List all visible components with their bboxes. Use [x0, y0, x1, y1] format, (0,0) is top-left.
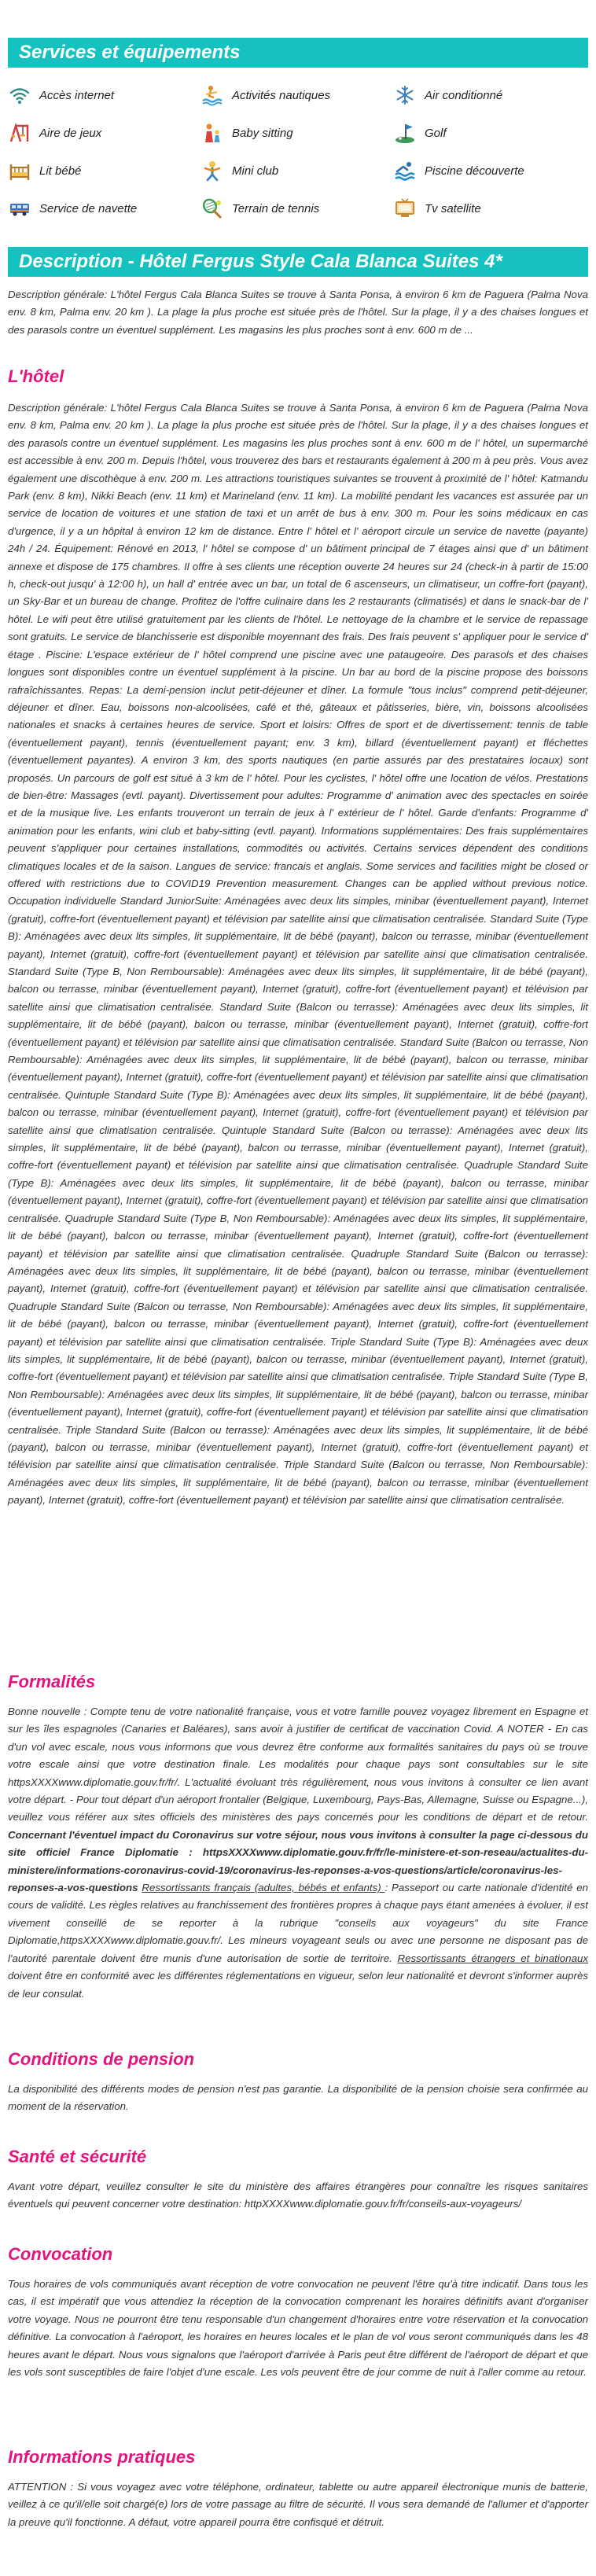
convocation-heading: Convocation [8, 2244, 113, 2264]
formalites-foreign-rules: doivent être en conformité avec les différentes réglementations en vigueur, selon leur nationalité et devront s'informer auprès de leur consulat. [8, 1970, 588, 2000]
service-label: Aire de jeux [39, 126, 102, 140]
service-label: Lit bébé [39, 164, 82, 178]
service-label: Piscine découverte [425, 164, 524, 178]
service-label: Golf [425, 126, 447, 140]
formalites-covid-notice: Concernant l'éventuel impact du Coronavirus sur votre séjour, nous vous invitons à consulter la page ci-dessous du site officiel France Diplomatie : httpsXXXXwww.diplomatie.gouv.fr/fr/le-ministere-et-son-reseau/actualites-du-ministere/informations-coronavirus-covid-19/coronavirus-les-reponses-a-vos-questions/article/coronavirus-les-reponses-a-vos-questions [8, 1828, 588, 1894]
service-label: Tv satellite [425, 201, 481, 215]
baby-sitting-icon [201, 121, 224, 145]
service-item-internet [8, 82, 201, 109]
service-label: Service de navette [39, 201, 138, 215]
formalites-heading: Formalités [8, 1672, 96, 1691]
formalites-foreign-nationals: Ressortissants étrangers et binationaux [397, 1952, 589, 1964]
service-item-babysitting [201, 120, 393, 146]
snowflake-icon [393, 83, 417, 107]
pratiques-heading: Informations pratiques [8, 2447, 196, 2467]
pension-text: La disponibilité des différents modes de pension n'est pas garantie. La disponibilité de la pension choisie sera confirmée au moment de la réservation. [8, 2083, 588, 2113]
service-item-aircon [393, 82, 588, 109]
formalites-documents: : Passeport ou carte nationale d'identité en cours de validité. Les règles relatives au franchissement des frontières propres à chaque pays étant amenées à évoluer, il est vivement conseillé de se reporter à la rubrique "conseils aux voyageurs" du site France Diplomatie,httpsXXXXwww.diplomatie.gouv.fr/. Les mineurs voyageant seuls ou avec une personne ne disposant pas de l'autorité parentale doivent être munis d'une autorisation de sortie de territoire. [8, 1882, 588, 1964]
crib-icon [8, 159, 31, 182]
tennis-icon [201, 197, 224, 220]
service-item-nautical [201, 82, 393, 109]
service-item-pool [393, 157, 588, 184]
page [0, 38, 596, 2528]
services-header: Services et équipements [8, 38, 588, 68]
formalites-french-nationals: Ressortissants français (adultes, bébés et enfants) [142, 1882, 385, 1894]
shuttle-icon [8, 197, 31, 220]
wifi-icon [8, 83, 31, 107]
services-grid [8, 68, 588, 215]
service-label: Activités nautiques [232, 88, 331, 102]
service-label: Mini club [232, 164, 279, 178]
service-item-miniclub [201, 157, 393, 184]
service-item-tv [393, 195, 588, 222]
mini-club-icon [201, 159, 224, 182]
convocation-text: Tous horaires de vols communiqués avant réception de votre convocation ne peuvent l'être qu'à titre indicatif. Dans tous les cas, il est impératif que vous attendiez la réception de la convocation comprenant les horaires définitifs avant d'organiser votre voyage. Nous ne pourront être tenu responsable d'un changement d'horaires entre votre réservation et la convocation définitive. La convocation à l'aéroport, les horaires en heures locales et le plan de vol vous seront communiqués dans les 48 heures avant le départ. Nous vous signalons que l'aéroport d'arrivée à Paris peut être différent de l'aéroport de départ et que les vols sont susceptibles de faire l'objet d'une escale. Les vols peuvent être de jour comme de nuit à l'aller comme au retour. [8, 2278, 588, 2379]
description-intro: Description générale: L'hôtel Fergus Cala Blanca Suites se trouve à Santa Ponsa, à environ 6 km de Paguera (Palma Nova env. 8 km, Palma env. 20 km ). La plage la plus proche est située près de l'hôtel. Sur la plage, il y a des chaises longues et des parasols contre un éventuel supplément. Les magasins les plus proches sont à env. 600 m de ... [8, 289, 588, 336]
service-item-golf [393, 120, 588, 146]
service-item-shuttle [8, 195, 201, 222]
pool-icon [393, 159, 417, 182]
service-item-crib [8, 157, 201, 184]
service-item-tennis [201, 195, 393, 222]
tv-icon [393, 197, 417, 220]
hotel-description: Description générale: L'hôtel Fergus Cala Blanca Suites se trouve à Santa Ponsa, à environ 6 km de Paguera (Palma Nova env. 8 km, Palma env. 20 km ). La plage la plus proche est située près de l'hôtel. Sur la plage, il y a des chaises longues et des parasols contre un éventuel supplément. Les magasins les plus proches sont à env. 600 m de l' hôtel, un supermarché est accessible à env. 200 m. Depuis l'hôtel, vous trouverez des bars et restaurants également à 200 m à peu près. Vous avez également une discothèque à env. 200 m. Les attractions touristiques suivantes se trouvent à proximité de l' hôtel: Katmandu Park (env. 8 km), Nikki Beach (env. 11 km) et Marineland (env. 11 km). La mobilité pendant les vacances est assurée par un service de location de voitures et une station de taxi et un arrêt de bus à env. 300 m. Pour les soins médicaux en cas d'urgence, il y a un hôpital à environ 12 km de distance. Entre l' hôtel et l' aéroport circule un service de navette (payante) 24h / 24. Équipement: Rénové en 2013, l' hôtel se compose d' un bâtiment principal de 7 étages ainsi que d' un bâtiment annexe et dispose de 175 chambres. Il offre à ses clients une réception ouverte 24 heures sur 24 (check-in à partir de 15:00 h, check-out jusqu' à 12:00 h), un hall d' entrée avec un bar, un total de 6 ascenseurs, un climatiseur, un coffre-fort (payant), un Sky-Bar et un bureau de change. Profitez de l'offre culinaire dans les 2 restaurants (climatisés) et dans le snack-bar de l' hôtel. Le wifi peut être utilisé gratuitement par les clients de l'hôtel. Le nettoyage de la chambre et le service de repassage sont gratuits. Le service de blanchisserie est disponible moyennant des frais. Des frais peuvent s' appliquer pour le service d' étage . Piscine: L'espace extérieur de l' hôtel comprend une piscine avec une pataugeoire. Des parasols et des chaises longues sont disponibles contre un éventuel supplément à la piscine. Un bar au bord de la piscine propose des boissons rafraîchissantes. Repas: La demi-pension inclut petit-déjeuner et dîner. La formule "tous inclus" comprend petit-déjeuner, déjeuner et dîner. Eau, boissons non-alcoolisées, café et thé, gâteaux et pâtisseries, bière, vin, boissons alcoolisées nationales et snacks à certaines heures de service. Sport et loisirs: Offres de sport et de divertissement: tennis de table (éventuellement payant), tennis (éventuellement payant; env. 3 km), billard (éventuellement payant) et fléchettes (éventuellement payantes). A environ 3 km, des sports nautiques (en partie assurés par des prestataires locaux) sont proposés. Un parcours de golf est situé à 3 km de l' hôtel. Pour les cyclistes, l' hôtel offre une location de vélos. Prestations de bien-être: Massages (evtl. payant). Divertissement pour adultes: Programme d' animation avec des spectacles en soirée et de la musique live. Les enfants trouveront un terrain de jeux à l' extérieur de l' hôtel. Garde d'enfants: Programme d' animation pour les enfants, wini club et baby-sitting (evtl. payant). Informations supplémentaires: Des frais supplémentaires peuvent s'appliquer pour certaines installations, commodités ou activités. Certains services dépendent des conditions climatiques locales et de la saison. Langues de service: francais et anglais. Some services and facilities might be closed or offered with restrictions due to COVID19 Prevention measurement. Changes can be applied without previous notice. Occupation individuelle Standard JuniorSuite: Aménagées avec deux lits simples, minibar (éventuellement payant), Internet (gratuit), coffre-fort (éventuellement payant) et télévision par satellite ainsi que climatisation centralisée. Standard Suite (Type B): Aménagées avec deux lits simples, lit supplémentaire, lit de bébé (payant), balcon ou terrasse, minibar (éventuellement payant), Internet (gratuit), coffre-fort (éventuellement payant) et télévision par satellite ainsi que climatisation centralisée. Standard Suite (Type B, Non Remboursable): Aménagées avec deux lits simples, lit supplémentaire, lit de bébé (payant), balcon ou terrasse, minibar (éventuellement payant), Internet (gratuit), coffre-fort (éventuellement payant) et télévision par satellite ainsi que climatisation centralisée. Standard Suite (Balcon ou terrasse): Aménagées avec deux lits simples, lit supplémentaire, lit de bébé (payant), balcon ou terrasse, minibar (éventuellement payant), Internet (gratuit), coffre-fort (éventuellement payant) et télévision par satellite ainsi que climatisation centralisée. Standard Suite (Balcon ou terrasse, Non Remboursable): Aménagées avec deux lits simples, lit supplémentaire, lit de bébé (payant), balcon ou terrasse, minibar (éventuellement payant), Internet (gratuit), coffre-fort (éventuellement payant) et télévision par satellite ainsi que climatisation centralisée. Quintuple Standard Suite (Type B): Aménagées avec deux lits simples, lit supplémentaire, lit de bébé (payant), balcon ou terrasse, minibar (éventuellement payant), Internet (gratuit), coffre-fort (éventuellement payant) et télévision par satellite ainsi que climatisation centralisée. Quintuple Standard Suite (Balcon ou terrasse): Aménagées avec deux lits simples, lit supplémentaire, lit de bébé (payant), balcon ou terrasse, minibar (éventuellement payant), Internet (gratuit), coffre-fort (éventuellement payant) et télévision par satellite ainsi que climatisation centralisée. Quadruple Standard Suite (Type B): Aménagées avec deux lits simples, lit supplémentaire, lit de bébé (payant), balcon ou terrasse, minibar (éventuellement payant), Internet (gratuit), coffre-fort (éventuellement payant) et télévision par satellite ainsi que climatisation centralisée. Quadruple Standard Suite (Type B, Non Remboursable): Aménagées avec deux lits simples, lit supplémentaire, lit de bébé (payant), balcon ou terrasse, minibar (éventuellement payant), Internet (gratuit), coffre-fort (éventuellement payant) et télévision par satellite ainsi que climatisation centralisée. Quadruple Standard Suite (Balcon ou terrasse): Aménagées avec deux lits simples, lit supplémentaire, lit de bébé (payant), balcon ou terrasse, minibar (éventuellement payant), Internet (gratuit), coffre-fort (éventuellement payant) et télévision par satellite ainsi que climatisation centralisée. Quadruple Standard Suite (Balcon ou terrasse, Non Remboursable): Aménagées avec deux lits simples, lit supplémentaire, lit de bébé (payant), balcon ou terrasse, minibar (éventuellement payant), Internet (gratuit), coffre-fort (éventuellement payant) et télévision par satellite ainsi que climatisation centralisée. Triple Standard Suite (Type B): Aménagées avec deux lits simples, lit supplémentaire, lit de bébé (payant), balcon ou terrasse, minibar (éventuellement payant), Internet (gratuit), coffre-fort (éventuellement payant) et télévision par satellite ainsi que climatisation centralisée. Triple Standard Suite (Type B, Non Remboursable): Aménagées avec deux lits simples, lit supplémentaire, lit de bébé (payant), balcon ou terrasse, minibar (éventuellement payant), Internet (gratuit), coffre-fort (éventuellement payant) et télévision par satellite ainsi que climatisation centralisée. Triple Standard Suite (Balcon ou terrasse): Aménagées avec deux lits simples, lit supplémentaire, lit de bébé (payant), balcon ou terrasse, minibar (éventuellement payant), Internet (gratuit), coffre-fort (éventuellement payant) et télévision par satellite ainsi que climatisation centralisée. Triple Standard Suite (Balcon ou terrasse, Non Remboursable): Aménagées avec deux lits simples, lit supplémentaire, lit de bébé (payant), balcon ou terrasse, minibar (éventuellement payant), Internet (gratuit), coffre-fort (éventuellement payant) et télévision par satellite ainsi que climatisation centralisée. [8, 402, 588, 1507]
formalites-intro: Bonne nouvelle : Compte tenu de votre nationalité française, vous et votre famille pouvez voyagez librement en Espagne et sur les îles espagnoles (Canaries et Baléares), sans avoir à justifier de certificat de vaccination Covid. A NOTER - En cas d'un vol avec escale, nous vous informons que vous devrez être conforme aux formalités sanitaires du pays où se trouve votre escale ainsi que votre destination finale. Les modalités pour chaque pays sont consultables sur le site httpsXXXXwww.diplomatie.gouv.fr/fr/. L'actualité évoluant très régulièrement, nous vous invitons à consulter ce lien avant votre départ. - Pour tout départ d'un aéroport frontalier (Belgique, Luxembourg, Pays-Bas, Allemagne, Suisse ou Espagne...), veuillez vous référer aux sites officiels des ministères des pays concernés pour les conditions de départ et de retour. [8, 1706, 588, 1823]
pension-heading: Conditions de pension [8, 2049, 195, 2069]
hotel-heading: L'hôtel [8, 366, 64, 386]
description-header: Description - Hôtel Fergus Style Cala Blanca Suites 4* [8, 247, 588, 277]
service-item-playground [8, 120, 201, 146]
playground-icon [8, 121, 31, 145]
golf-icon [393, 121, 417, 145]
service-label: Air conditionné [425, 88, 503, 102]
formalites-text [8, 1703, 588, 2022]
pratiques-text: ATTENTION : Si vous voyagez avec votre téléphone, ordinateur, tablette ou autre appareil électronique munis de batterie, veillez à ce qu'il/elle soit chargé(e) lors de votre passage au filtre de sécurité. Il vous sera demandé de l'allumer et d'apporter la preuve qu'il fonctionne. A défaut, votre appareil pourra être confisqué et détruit. [8, 2481, 588, 2528]
sante-text: Avant votre départ, veuillez consulter le site du ministère des affaires étrangères pour connaître les risques sanitaires éventuels qui peuvent concerner votre destination: httpXXXXwww.diplomatie.gouv.fr/fr/conseils-aux-voyageurs/ [8, 2180, 588, 2210]
service-label: Terrain de tennis [232, 201, 320, 215]
service-label: Baby sitting [232, 126, 293, 140]
water-sports-icon [201, 83, 224, 107]
sante-heading: Santé et sécurité [8, 2147, 147, 2166]
service-label: Accès internet [39, 88, 115, 102]
